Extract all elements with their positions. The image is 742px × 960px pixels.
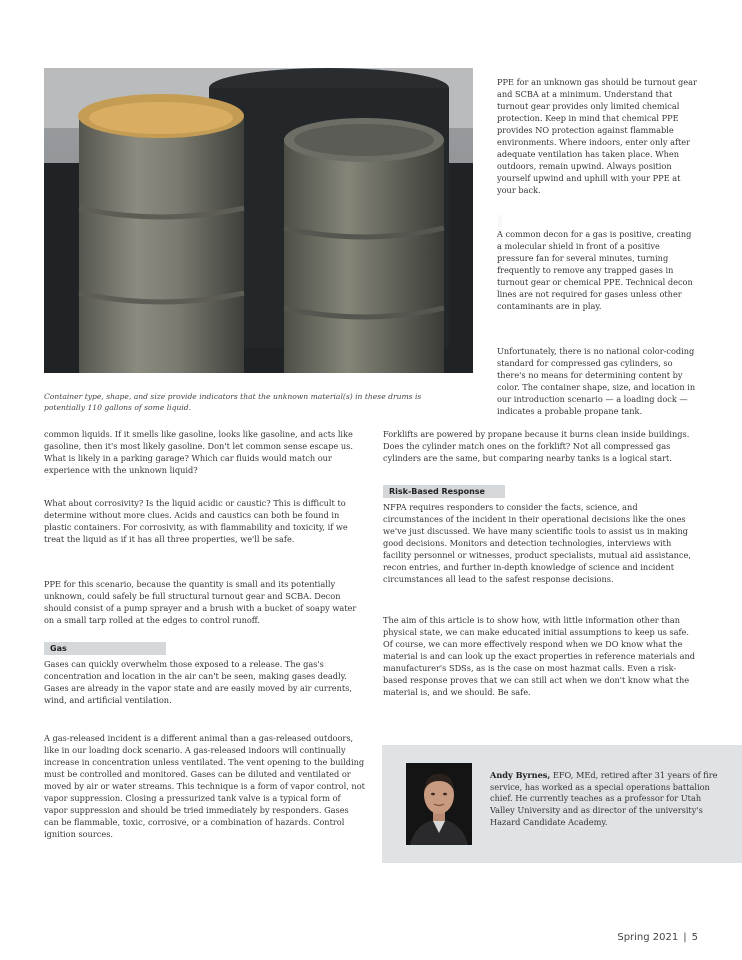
page-number: 5	[691, 932, 698, 943]
photo-credit: photo by Andy Byrnes	[496, 214, 504, 293]
bottom-right-paragraph-2: NFPA requires responders to consider the facts, science, and circumstances of the incident in their operational decisions like the ones we've just discussed. We have many scientific tools to assist us in making good decisions. Monitors and detection technologies, interviews with facility personnel or witnesses, product specialists, mutual aid assistance, recon entries, and further in-depth knowledge of science and incident circumstances all lead to the safest response decisions.	[383, 502, 691, 584]
left-paragraph-5: A gas-released incident is a different animal than a gas-released outdoors, like in our loading dock scenario. A gas-released indoors will continually increase in concentration unless ventilated. The vent opening to the building must be controlled and monitored. Gases can be diluted and ventilated or moved by air or water streams. This technique is a form of vapor control, not vapor suppression. Closing a pressurized tank valve is a typical form of vapor suppression and should be tried immediately by responders. Gases can be flammable, toxic, corrosive, or a combination of hazards. Control ignition sources.	[44, 733, 365, 839]
author-bio-text	[490, 770, 720, 828]
drums-photo	[44, 68, 504, 373]
author-portrait	[406, 763, 472, 845]
issue-season: Spring 2021	[617, 932, 679, 943]
left-paragraph-1: common liquids. If it smells like gasoline, looks like gasoline, and acts like gasoline, then it's most likely gasoline. Don't let common sense escape us. What is likely in a parking garage? Which car fluids would match our experience with the unknown liquid?	[44, 429, 353, 475]
author-description: EFO, MEd, retired after 31 years of fire service, has worked as a special operations battalion chief. He currently teaches as a professor for Utah Valley University and as director of the university's Hazard Candidate Academy.	[490, 770, 718, 827]
right-paragraph-1: PPE for an unknown gas should be turnout gear and SCBA at a minimum. Understand that turnout gear provides only limited chemical protection. Keep in mind that chemical PPE provides NO protection against flammable environments. Where indoors, enter only after adequate ventilation has taken place. When outdoors, remain upwind. Always position yourself upwind and uphill with your PPE at your back.	[497, 77, 697, 195]
author-portrait-illustration	[406, 763, 472, 845]
photo-caption: Container type, shape, and size provide indicators that the unknown material(s) in these drums is potentially 110 gallons of some liquid.	[44, 391, 422, 412]
left-paragraph-2: What about corrosivity? Is the liquid acidic or caustic? This is difficult to determine without more clues. Acids and caustics can both be found in plastic containers. For corrosivity, as with flammability and toxicity, if we treat the liquid as if it has all three properties, we'll be safe.	[44, 498, 348, 544]
footer-separator: |	[683, 932, 687, 943]
left-paragraph-4: Gases can quickly overwhelm those exposed to a release. The gas's concentration and location in the air can't be seen, making gases deadly. Gases are already in the vapor state and are easily moved by air currents, wind, and artificial ventilation.	[44, 659, 352, 705]
bottom-right-paragraph-1: Forklifts are powered by propane because it burns clean inside buildings. Does the cylinder match ones on the forklift? Not all compressed gas cylinders are the same, but comparing nearby tanks is a logical start.	[383, 429, 690, 463]
gas-heading: Gas	[44, 642, 166, 655]
bottom-right-paragraph-3: The aim of this article is to show how, with little information other than physical state, we can make educated initial assumptions to keep us safe. Of course, we can more effectively respond when we DO know what the material is and can look up the exact properties in reference materials and manufacturer's SDSs, as is the case on most hazmat calls. Even a risk-based response proves that we can still act when we don't know what the material is, and we should. Be safe.	[383, 615, 696, 697]
page-footer	[617, 932, 698, 943]
risk-heading: Risk-Based Response	[383, 485, 505, 498]
drums-illustration	[44, 68, 473, 373]
author-name: Andy Byrnes,	[490, 770, 551, 781]
right-paragraph-2: A common decon for a gas is positive, creating a molecular shield in front of a positive pressure fan for several minutes, turning frequently to remove any trapped gases in turnout gear or chemical PPE. Technical decon lines are not required for gases unless other contaminants are in play.	[497, 229, 693, 311]
author-bio-box	[382, 745, 742, 863]
right-paragraph-3: Unfortunately, there is no national color-coding standard for compressed gas cylinders, so there's no means for determining content by color. The container shape, size, and location in our introduction scenario — a loading dock — indicates a probable propane tank.	[497, 346, 696, 416]
left-paragraph-3: PPE for this scenario, because the quantity is small and its potentially unknown, could safely be full structural turnout gear and SCBA. Decon should consist of a pump sprayer and a brush with a bucket of soapy water on a small tarp rolled at the edges to control runoff.	[44, 579, 357, 625]
